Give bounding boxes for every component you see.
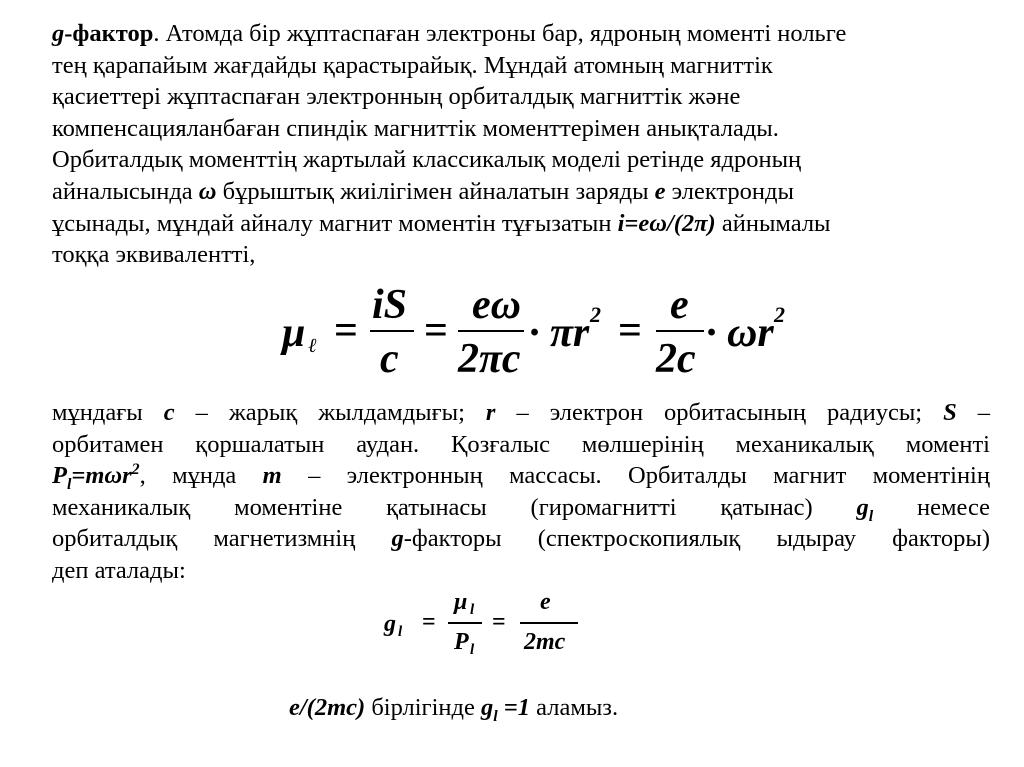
fraction-numerator: iS (372, 282, 408, 328)
e-symbol: е (654, 177, 666, 205)
text-segment: орбиталдық магнетизмнің (52, 525, 392, 553)
text-segment: – электронның массасы. Орбиталды магнит моментінің (281, 462, 990, 490)
l-subscript: l (66, 476, 72, 494)
p-symbol: P (52, 462, 67, 490)
text-line (52, 176, 990, 208)
l-subscript: l (493, 707, 498, 725)
g-symbol: g (384, 611, 396, 637)
mu-symbol: μ (282, 310, 306, 356)
text-segment: мұндағы (52, 399, 164, 426)
g-symbol: g (856, 493, 869, 521)
m-symbol: m (262, 462, 282, 490)
text-segment: аламыз. (530, 694, 619, 721)
magnetic-moment-formula (282, 278, 842, 388)
text-line (52, 18, 990, 50)
text-line: Орбиталдық моменттің жартылай классикалық моделі ретінде ядроның (52, 146, 802, 174)
denominator-subscript: l (470, 642, 475, 658)
fraction-bar (448, 622, 482, 624)
g-symbol: g (52, 20, 65, 47)
text-segment: – жарық жылдамдығы; (174, 399, 486, 426)
text-line (52, 460, 990, 492)
c-symbol: с (163, 399, 175, 426)
paragraph-definitions (52, 397, 990, 587)
equals-sign: = (422, 609, 436, 635)
s-symbol: S (943, 399, 957, 426)
r-symbol: r (485, 399, 496, 426)
fraction-numerator: e (670, 282, 689, 328)
text-segment: бұрыштық жиілігімен айналатын заряды (216, 177, 655, 205)
fraction-bar (458, 330, 524, 332)
paragraph-intro (52, 18, 990, 271)
superscript-two: 2 (774, 302, 785, 327)
numerator-subscript: l (470, 602, 475, 618)
omega-r-term: · ωr (706, 310, 774, 356)
value: =1 (497, 694, 530, 721)
fraction-bar (520, 622, 578, 624)
text-segment: -факторы (спектроскопиялық ыдырау факторы) (403, 525, 991, 553)
equals-sign: = (424, 308, 448, 354)
text-line: тоққа эквиваленттi, (52, 241, 256, 269)
pi-r-term: · πr (529, 310, 590, 356)
current-formula: i=eω/(2π) (617, 209, 716, 237)
text-line: компенсацияланбаған спиндік магниттік моменттерімен анықталады. (52, 114, 779, 142)
fraction-numerator: μ (454, 589, 468, 615)
superscript-two: 2 (131, 461, 140, 479)
text-line (52, 208, 990, 240)
text-line (52, 492, 990, 524)
text-segment: айналысында (52, 177, 199, 205)
mu-subscript: ℓ (308, 335, 317, 357)
unit-expression: e/(2mc) (289, 694, 366, 721)
text-segment: – (956, 399, 990, 426)
fraction-denominator: P (454, 629, 469, 655)
g-symbol: g (480, 694, 494, 721)
text-segment: айнымалы (715, 209, 831, 237)
momentum-formula: =mωr (71, 462, 132, 490)
fraction-denominator: c (380, 336, 399, 382)
g-subscript: l (398, 624, 403, 640)
text-segment: бірлігінде (365, 694, 481, 721)
text-line: орбитамен қоршалатын аудан. Қозғалыс мөлшерінің механикалық моменті (52, 430, 990, 458)
equals-sign: = (618, 308, 642, 354)
g-symbol: g (391, 525, 404, 553)
fraction-denominator: 2c (656, 336, 696, 382)
fraction-denominator: 2mc (524, 629, 566, 655)
text-segment: электронды (665, 177, 794, 205)
text-segment: – электрон орбитасының радиусы; (495, 399, 944, 426)
unit-statement (289, 694, 619, 725)
fraction-numerator: eω (472, 282, 522, 328)
text-segment: . Атомда бір жұптаспаған электроны бар, ядроның моменті нольге (153, 20, 847, 47)
fraction-denominator: 2πc (458, 336, 521, 382)
fraction-bar (656, 330, 704, 332)
text-line (52, 523, 990, 555)
text-segment: , мұнда (139, 462, 263, 490)
text-line: деп аталады: (52, 556, 186, 584)
text-line: тең қарапайым жағдайды қарастырайық. Мұндай атомның магниттік (52, 51, 773, 79)
superscript-two: 2 (590, 302, 601, 327)
text-segment: немесе (873, 493, 990, 521)
fraction-numerator: e (540, 589, 551, 615)
equals-sign: = (334, 308, 358, 354)
g-factor-formula (384, 588, 584, 658)
omega-symbol: ω (198, 177, 217, 205)
term-factor: -фактор (64, 20, 154, 47)
text-line: қасиеттері жұптаспаған электронның орбиталдық магниттік және (52, 83, 741, 111)
l-subscript: l (868, 507, 874, 525)
equals-sign: = (492, 609, 506, 635)
text-line (52, 397, 990, 429)
text-segment: ұсынады, мұндай айналу магнит моментін тұғызатын (52, 209, 618, 237)
text-segment: механикалық моментіне қатынасы (гиромагнитті қатынас) (52, 493, 857, 521)
fraction-bar (370, 330, 414, 332)
